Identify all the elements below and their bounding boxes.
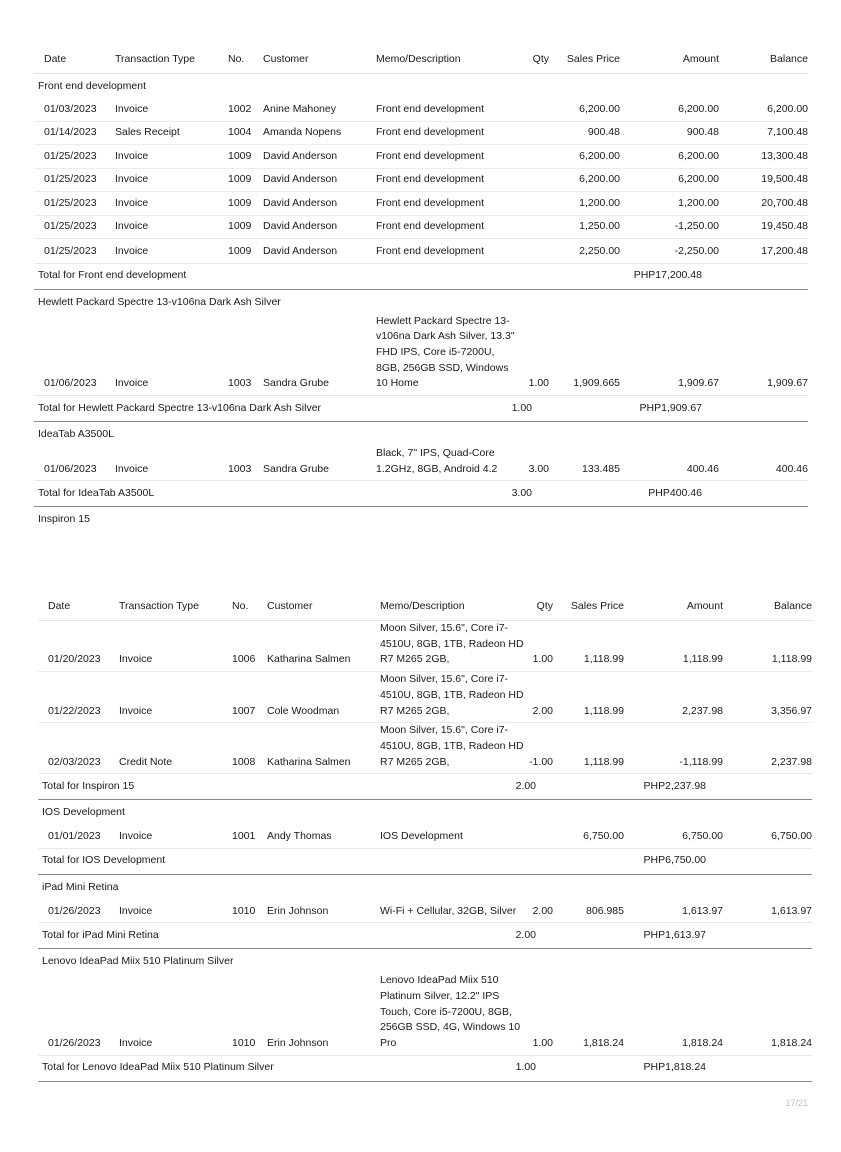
cell-balance: 1,613.97 [771, 904, 812, 917]
cell-customer: Sandra Grube [263, 377, 329, 390]
cell-balance: 7,100.48 [767, 126, 808, 139]
cell-memo: Front end development [376, 102, 484, 115]
column-header-qty: Qty [532, 53, 549, 66]
group-heading: IdeaTab A3500L [38, 428, 114, 441]
cell-date: 01/20/2023 [48, 653, 101, 666]
group-heading: iPad Mini Retina [42, 880, 119, 893]
cell-price: 1,118.99 [583, 755, 624, 768]
cell-type: Invoice [119, 1037, 153, 1050]
cell-balance: 1,909.67 [767, 377, 808, 390]
cell-balance: 19,500.48 [761, 173, 808, 186]
cell-date: 01/14/2023 [44, 126, 97, 139]
group-total-row [34, 395, 808, 422]
table-row [34, 446, 808, 480]
cell-amount: 6,750.00 [682, 830, 723, 843]
cell-amount: 1,118.99 [682, 653, 723, 666]
cell-price: 6,200.00 [579, 149, 620, 162]
cell-no: 1010 [232, 1037, 256, 1050]
column-header-qty: Qty [536, 600, 553, 613]
cell-memo: Front end development [376, 149, 484, 162]
table-row [38, 672, 812, 723]
cell-customer: Cole Woodman [267, 704, 340, 717]
column-header-no: No. [228, 53, 245, 66]
table-header-row [38, 592, 812, 621]
total-qty: 1.00 [511, 401, 532, 414]
cell-date: 01/26/2023 [48, 1037, 101, 1050]
cell-customer: David Anderson [263, 244, 338, 257]
table-row [34, 216, 808, 240]
cell-type: Invoice [119, 653, 153, 666]
cell-date: 01/25/2023 [44, 196, 97, 209]
cell-no: 1009 [228, 196, 252, 209]
cell-type: Invoice [119, 830, 153, 843]
cell-customer: Erin Johnson [267, 904, 329, 917]
total-label: Total for Hewlett Packard Spectre 13-v106na Dark Ash Silver [38, 401, 322, 414]
cell-qty: 1.00 [532, 1037, 553, 1050]
cell-date: 01/06/2023 [44, 462, 97, 475]
group-total-row [38, 848, 812, 875]
cell-type: Invoice [115, 377, 149, 390]
cell-no: 1010 [232, 904, 256, 917]
cell-no: 1009 [228, 244, 252, 257]
cell-memo: Front end development [376, 173, 484, 186]
cell-type: Invoice [115, 149, 149, 162]
total-amount: PHP2,237.98 [643, 779, 706, 792]
column-header-no: No. [232, 600, 249, 613]
cell-memo: IOS Development [380, 830, 463, 843]
group-heading: IOS Development [42, 806, 125, 819]
group-total-row [38, 773, 812, 800]
cell-memo: Front end development [376, 196, 484, 209]
cell-amount: 1,613.97 [682, 904, 723, 917]
cell-price: 1,818.24 [583, 1037, 624, 1050]
column-header-customer: Customer [263, 53, 309, 66]
column-header-sales_price: Sales Price [570, 600, 624, 613]
cell-customer: David Anderson [263, 220, 338, 233]
group-total-row [38, 1055, 812, 1082]
column-header-amount: Amount [686, 600, 723, 613]
total-label: Total for iPad Mini Retina [42, 928, 159, 941]
table-row [38, 899, 812, 923]
total-label: Total for IdeaTab A3500L [38, 487, 155, 500]
group-total-row [38, 922, 812, 949]
total-amount: PHP400.46 [648, 487, 702, 500]
page-number: 17/21 [785, 1098, 808, 1108]
cell-customer: Katharina Salmen [267, 755, 351, 768]
cell-memo: Hewlett Packard Spectre 13-v106na Dark Ash Silver, 13.3" FHD IPS, Core i5-7200U, 8GB, 256GB SSD, Windows 10 Home [376, 314, 515, 390]
total-amount: PHP1,613.97 [643, 928, 706, 941]
cell-date: 01/01/2023 [48, 830, 101, 843]
total-qty: 2.00 [515, 779, 536, 792]
total-amount: PHP6,750.00 [643, 854, 706, 867]
report-page-section-1 [34, 45, 808, 530]
total-amount: PHP1,818.24 [643, 1061, 706, 1074]
cell-price: 2,250.00 [579, 244, 620, 257]
cell-customer: David Anderson [263, 173, 338, 186]
cell-customer: Amanda Nopens [263, 126, 342, 139]
cell-price: 6,200.00 [579, 173, 620, 186]
cell-type: Invoice [115, 173, 149, 186]
cell-date: 02/03/2023 [48, 755, 101, 768]
cell-no: 1004 [228, 126, 252, 139]
cell-amount: 400.46 [686, 462, 719, 475]
cell-balance: 1,118.99 [771, 653, 812, 666]
cell-memo: Front end development [376, 220, 484, 233]
cell-no: 1003 [228, 377, 252, 390]
total-label: Total for Inspiron 15 [42, 779, 135, 792]
cell-qty: 1.00 [528, 377, 549, 390]
cell-balance: 3,356.97 [771, 704, 812, 717]
cell-type: Invoice [115, 220, 149, 233]
cell-amount: 6,200.00 [678, 173, 719, 186]
cell-price: 806.985 [586, 904, 624, 917]
column-header-type: Transaction Type [119, 600, 199, 613]
total-label: Total for Front end development [38, 269, 187, 282]
total-qty: 3.00 [511, 487, 532, 500]
cell-price: 900.48 [587, 126, 620, 139]
cell-amount: 900.48 [686, 126, 719, 139]
cell-memo: Front end development [376, 244, 484, 257]
cell-price: 133.485 [582, 462, 620, 475]
cell-qty: 2.00 [532, 704, 553, 717]
cell-no: 1009 [228, 173, 252, 186]
cell-amount: -1,250.00 [674, 220, 719, 233]
table-row [34, 239, 808, 263]
cell-no: 1009 [228, 220, 252, 233]
cell-amount: -1,118.99 [679, 755, 723, 768]
cell-price: 6,200.00 [579, 102, 620, 115]
cell-no: 1003 [228, 462, 252, 475]
cell-price: 1,909.665 [573, 377, 620, 390]
cell-amount: -2,250.00 [674, 244, 719, 257]
cell-balance: 20,700.48 [761, 196, 808, 209]
cell-date: 01/06/2023 [44, 377, 97, 390]
cell-date: 01/25/2023 [44, 149, 97, 162]
table-row [34, 122, 808, 146]
cell-customer: David Anderson [263, 149, 338, 162]
column-header-sales_price: Sales Price [566, 53, 620, 66]
cell-amount: 1,818.24 [682, 1037, 723, 1050]
cell-memo: Moon Silver, 15.6", Core i7-4510U, 8GB, 1TB, Radeon HD R7 M265 2GB, [380, 673, 524, 717]
cell-amount: 6,200.00 [678, 102, 719, 115]
cell-qty: 1.00 [532, 653, 553, 666]
table-row [34, 314, 808, 396]
group-total-row [34, 263, 808, 290]
cell-balance: 400.46 [775, 462, 808, 475]
column-header-balance: Balance [774, 600, 812, 613]
cell-type: Sales Receipt [115, 126, 180, 139]
group-heading: Inspiron 15 [38, 512, 90, 525]
cell-memo: Black, 7" IPS, Quad-Core 1.2GHz, 8GB, Android 4.2 [376, 447, 498, 475]
cell-amount: 1,200.00 [678, 196, 719, 209]
cell-date: 01/25/2023 [44, 173, 97, 186]
cell-memo: Moon Silver, 15.6", Core i7-4510U, 8GB, 1TB, Radeon HD R7 M265 2GB, [380, 724, 524, 768]
cell-balance: 1,818.24 [771, 1037, 812, 1050]
cell-customer: Erin Johnson [267, 1037, 329, 1050]
cell-price: 1,118.99 [583, 653, 624, 666]
cell-no: 1009 [228, 149, 252, 162]
cell-balance: 17,200.48 [761, 244, 808, 257]
cell-qty: -1.00 [529, 755, 553, 768]
cell-type: Invoice [115, 102, 149, 115]
cell-balance: 2,237.98 [771, 755, 812, 768]
cell-price: 1,118.99 [583, 704, 624, 717]
cell-date: 01/25/2023 [44, 244, 97, 257]
cell-type: Invoice [119, 704, 153, 717]
cell-customer: Anine Mahoney [263, 102, 336, 115]
cell-date: 01/22/2023 [48, 704, 101, 717]
table-row [34, 192, 808, 216]
report-page-section-2 [38, 592, 812, 1082]
column-header-memo: Memo/Description [380, 600, 465, 613]
cell-price: 6,750.00 [583, 830, 624, 843]
table-row [38, 973, 812, 1055]
cell-balance: 6,750.00 [771, 830, 812, 843]
cell-no: 1007 [232, 704, 256, 717]
cell-amount: 2,237.98 [682, 704, 723, 717]
cell-balance: 6,200.00 [767, 102, 808, 115]
cell-price: 1,200.00 [579, 196, 620, 209]
cell-amount: 1,909.67 [678, 377, 719, 390]
total-label: Total for IOS Development [42, 854, 166, 867]
cell-no: 1006 [232, 653, 256, 666]
cell-memo: Moon Silver, 15.6", Core i7-4510U, 8GB, 1TB, Radeon HD R7 M265 2GB, [380, 622, 524, 666]
column-header-date: Date [44, 53, 67, 66]
cell-type: Invoice [115, 244, 149, 257]
total-label: Total for Lenovo IdeaPad Miix 510 Platinum Silver [42, 1061, 274, 1074]
cell-qty: 3.00 [528, 462, 549, 475]
total-qty: 1.00 [515, 1061, 536, 1074]
table-row [34, 98, 808, 122]
cell-no: 1002 [228, 102, 252, 115]
cell-balance: 19,450.48 [761, 220, 808, 233]
total-amount: PHP1,909.67 [639, 401, 702, 414]
cell-date: 01/03/2023 [44, 102, 97, 115]
table-row [38, 824, 812, 848]
column-header-balance: Balance [770, 53, 808, 66]
cell-memo: Front end development [376, 126, 484, 139]
column-header-amount: Amount [682, 53, 719, 66]
total-qty: 2.00 [515, 928, 536, 941]
table-row [38, 723, 812, 773]
cell-memo: Wi-Fi + Cellular, 32GB, Silver [380, 904, 517, 917]
table-header-row [34, 45, 808, 74]
cell-type: Invoice [119, 904, 153, 917]
cell-type: Credit Note [119, 755, 173, 768]
cell-date: 01/25/2023 [44, 220, 97, 233]
cell-date: 01/26/2023 [48, 904, 101, 917]
group-total-row [34, 480, 808, 507]
group-heading: Front end development [38, 80, 146, 92]
table-row [34, 169, 808, 193]
total-amount: PHP17,200.48 [633, 269, 702, 282]
group-heading: Lenovo IdeaPad Miix 510 Platinum Silver [42, 955, 234, 968]
column-header-memo: Memo/Description [376, 53, 461, 66]
cell-type: Invoice [115, 462, 149, 475]
cell-customer: Katharina Salmen [267, 653, 351, 666]
cell-amount: 6,200.00 [678, 149, 719, 162]
column-header-customer: Customer [267, 600, 313, 613]
group-heading: Hewlett Packard Spectre 13-v106na Dark Ash Silver [38, 295, 281, 308]
cell-type: Invoice [115, 196, 149, 209]
cell-customer: Sandra Grube [263, 462, 329, 475]
cell-no: 1008 [232, 755, 256, 768]
cell-no: 1001 [232, 830, 256, 843]
cell-price: 1,250.00 [579, 220, 620, 233]
table-row [38, 621, 812, 672]
cell-memo: Lenovo IdeaPad Miix 510 Platinum Silver, 12.2" IPS Touch, Core i5-7200U, 8GB, 256GB SSD, 4G, Windows 10 Pro [380, 974, 521, 1050]
column-header-date: Date [48, 600, 71, 613]
column-header-type: Transaction Type [115, 53, 195, 66]
cell-customer: David Anderson [263, 196, 338, 209]
cell-qty: 2.00 [532, 904, 553, 917]
cell-balance: 13,300.48 [761, 149, 808, 162]
cell-customer: Andy Thomas [267, 830, 332, 843]
table-row [34, 145, 808, 169]
